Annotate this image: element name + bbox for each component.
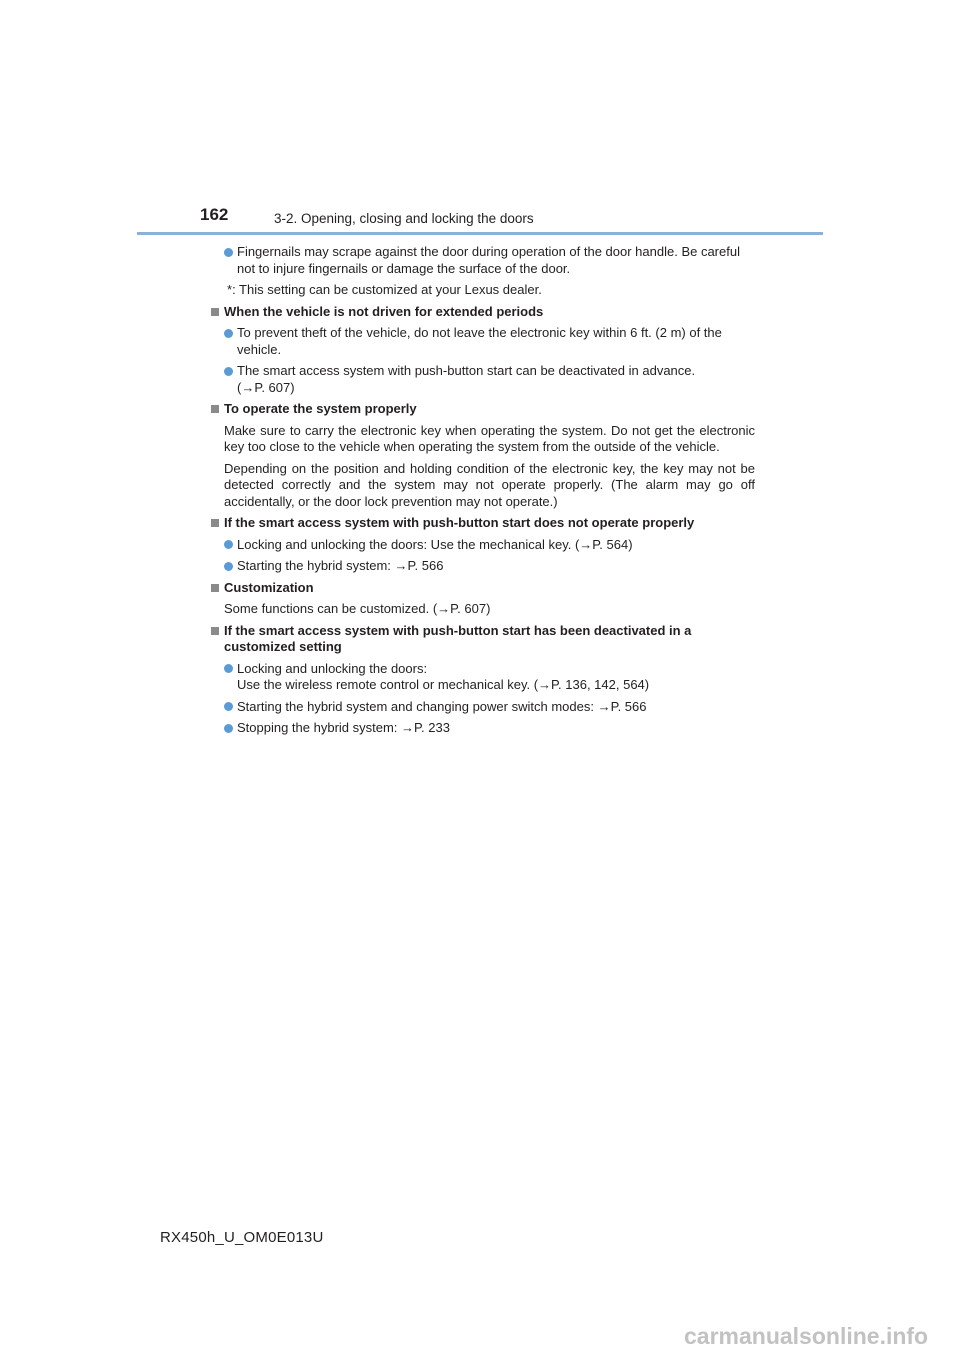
bullet-icon xyxy=(224,540,233,549)
bullet-text: Stopping the hybrid system: →P. 233 xyxy=(237,720,450,735)
section-heading xyxy=(210,304,755,321)
section-heading xyxy=(210,580,755,597)
bullet-text: Locking and unlocking the doors: Use the mechanical key. (→P. 564) xyxy=(237,536,633,552)
square-bullet-icon xyxy=(211,627,219,635)
page-reference: (→P. 607) xyxy=(237,379,295,395)
square-bullet-icon xyxy=(211,519,219,527)
paragraph xyxy=(210,601,755,618)
bullet-text: To prevent theft of the vehicle, do not leave the electronic key within 6 ft. (2 m) of the vehicle. xyxy=(237,325,722,357)
square-bullet-icon xyxy=(211,308,219,316)
bullet-icon xyxy=(224,664,233,673)
heading-text: Customization xyxy=(224,579,314,595)
page-content xyxy=(210,244,755,742)
paragraph-text: Make sure to carry the electronic key when operating the system. Do not get the electronic key too close to the vehicle when operating the system from the outside of the vehicle. xyxy=(224,422,755,454)
header-rule xyxy=(137,232,823,235)
bullet-text: Use the wireless remote control or mechanical key. (→P. 136, 142, 564) xyxy=(237,677,650,692)
bullet-item xyxy=(210,661,755,694)
footnote-marker: * xyxy=(227,282,233,297)
page-header xyxy=(137,204,823,235)
section-heading xyxy=(210,515,755,532)
bullet-icon xyxy=(224,702,233,711)
heading-text: To operate the system properly xyxy=(224,401,417,416)
heading-text: If the smart access system with push-button start does not operate properly xyxy=(224,515,695,530)
bullet-icon xyxy=(224,724,233,733)
bullet-item xyxy=(210,325,755,358)
paragraph xyxy=(210,423,755,456)
bullet-text: The smart access system with push-button start can be deactivated in advance. xyxy=(237,363,696,378)
bullet-icon xyxy=(224,562,233,571)
footnote xyxy=(210,282,755,299)
bullet-icon xyxy=(224,367,233,376)
bullet-item xyxy=(210,558,755,575)
heading-text: When the vehicle is not driven for extended periods xyxy=(224,303,544,319)
bullet-icon xyxy=(224,248,233,257)
section-title: 3-2. Opening, closing and locking the doors xyxy=(274,211,534,226)
bullet-item xyxy=(210,699,755,716)
document-code: RX450h_U_OM0E013U xyxy=(160,1229,324,1246)
bullet-item xyxy=(210,244,755,277)
square-bullet-icon xyxy=(211,405,219,413)
page-number: 162 xyxy=(200,205,229,224)
watermark: carmanualsonline.info xyxy=(684,1323,929,1349)
bullet-text: Starting the hybrid system: →P. 566 xyxy=(237,558,444,573)
section-heading xyxy=(210,623,755,656)
square-bullet-icon xyxy=(211,584,219,592)
bullet-text: Fingernails may scrape against the door during operation of the door handle. Be careful not to injure fingernails or damage the surface of the door. xyxy=(237,244,740,276)
bullet-item xyxy=(210,537,755,554)
bullet-item xyxy=(210,720,755,737)
paragraph-text: Some functions can be customized. (→P. 607) xyxy=(224,601,491,616)
paragraph xyxy=(210,461,755,511)
bullet-icon xyxy=(224,329,233,338)
section-heading xyxy=(210,401,755,418)
bullet-item xyxy=(210,363,755,396)
paragraph-text: Depending on the position and holding condition of the electronic key, the key may not be detected correctly and the system may not operate properly. (The alarm may go off accidentally, or the door lock prevention may not operate.) xyxy=(224,460,755,509)
heading-text: If the smart access system with push-button start has been deactivated in a customized setting xyxy=(224,622,692,654)
footnote-text: : This setting can be customized at your Lexus dealer. xyxy=(232,282,542,297)
bullet-text: Starting the hybrid system and changing power switch modes: →P. 566 xyxy=(237,698,647,714)
bullet-text: Locking and unlocking the doors: xyxy=(237,660,428,676)
